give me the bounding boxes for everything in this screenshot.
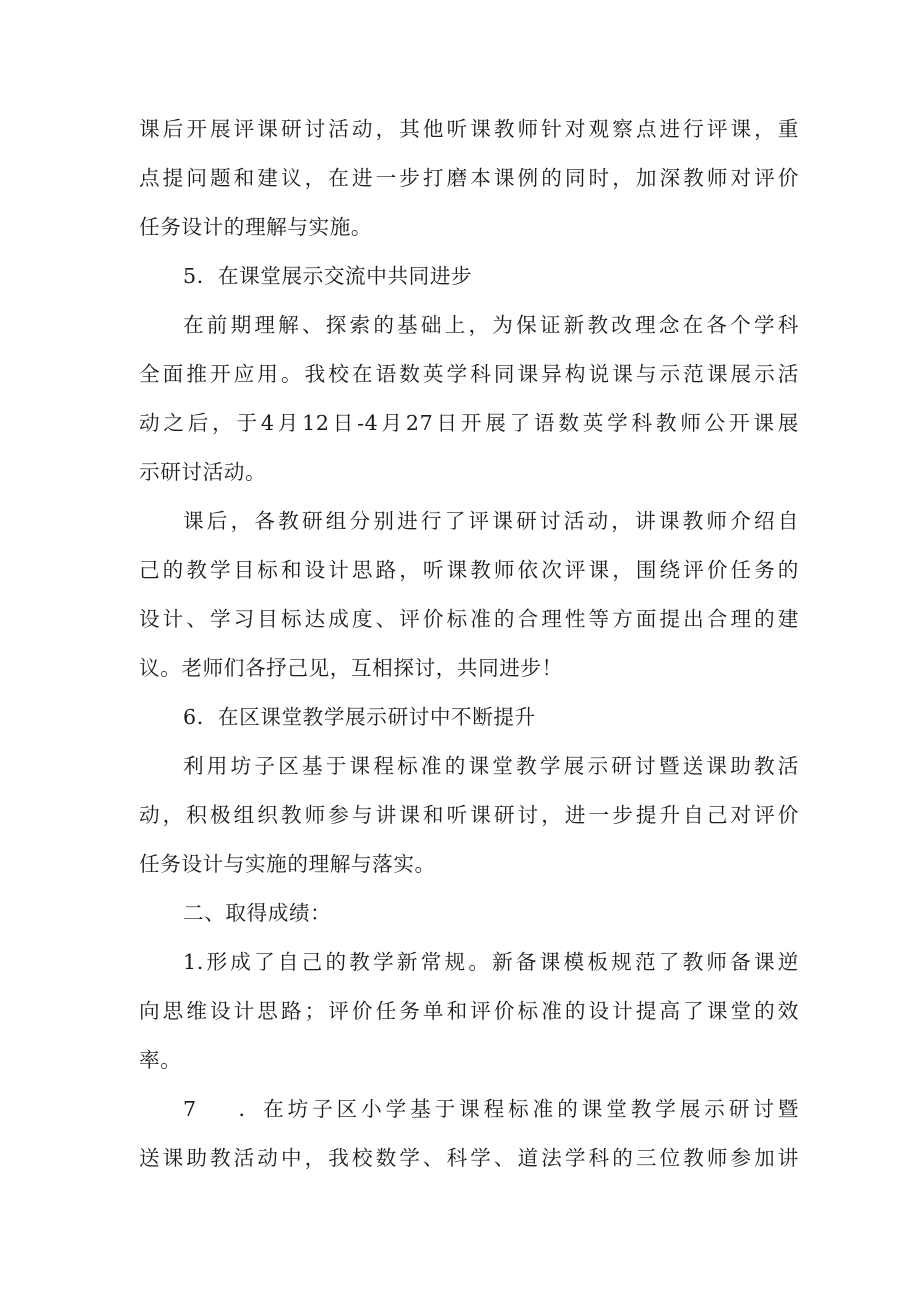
body-text-line: 课后，各教研组分别进行了评课研讨活动，讲课教师介绍自 [183, 509, 799, 533]
body-text-line: 任务设计的理解与实施。 [139, 215, 373, 239]
body-text-line: 利用坊子区基于课程标准的课堂教学展示研讨暨送课助教活 [183, 754, 799, 778]
body-text-line: 课后开展评课研讨活动，其他听课教师针对观察点进行评课，重 [139, 117, 799, 141]
body-text-line: 议。老师们各抒己见，互相探讨，共同进步！ [139, 656, 563, 680]
body-text-line: 设计、学习目标达成度、评价标准的合理性等方面提出合理的建 [139, 607, 799, 631]
body-text-line: 在前期理解、探索的基础上，为保证新教改理念在各个学科 [183, 313, 799, 337]
body-text-line: 动之后，于4月12日-4月27日开展了语数英学科教师公开课展 [139, 411, 799, 435]
body-text-line: 向思维设计思路；评价任务单和评价标准的设计提高了课堂的效 [139, 999, 799, 1023]
body-text-line: 率。 [139, 1048, 182, 1072]
section-heading: 6．在区课堂教学展示研讨中不断提升 [183, 705, 536, 729]
body-text-line: 送课助教活动中，我校数学、科学、道法学科的三位教师参加讲 [139, 1146, 799, 1170]
body-text-line: 己的教学目标和设计思路，听课教师依次评课，围绕评价任务的 [139, 558, 799, 582]
body-text-line: 动，积极组织教师参与讲课和听课研讨，进一步提升自己对评价 [139, 803, 799, 827]
section-heading: 5．在课堂展示交流中共同进步 [183, 264, 473, 288]
section-heading: 二、取得成绩： [183, 901, 332, 925]
body-text-line: 示研讨活动。 [139, 460, 267, 484]
body-text-line: 任务设计与实施的理解与落实。 [139, 852, 436, 876]
body-text-line: 全面推开应用。我校在语数英学科同课异构说课与示范课展示活 [139, 362, 799, 386]
body-text-line: 7 ．在坊子区小学基于课程标准的课堂教学展示研讨暨 [183, 1097, 799, 1121]
body-text-line: 点提问题和建议，在进一步打磨本课例的同时，加深教师对评价 [139, 166, 799, 190]
body-text-line: 1.形成了自己的教学新常规。新备课模板规范了教师备课逆 [183, 950, 799, 974]
